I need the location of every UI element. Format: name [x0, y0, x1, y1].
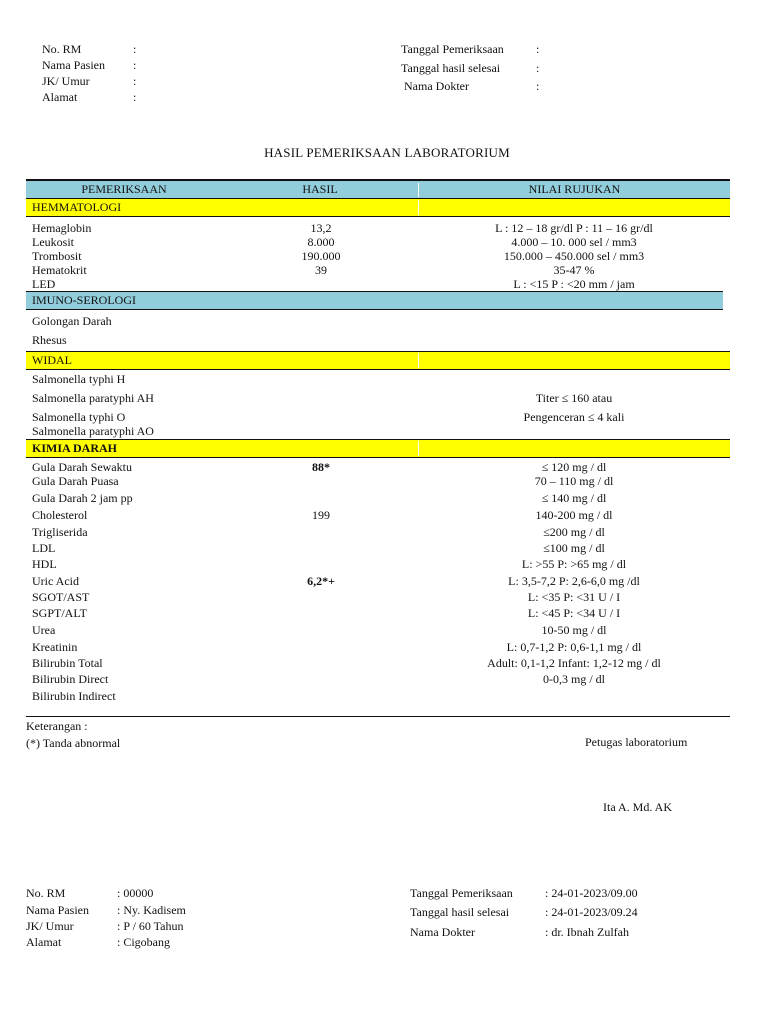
section-widal [26, 351, 730, 370]
signature-role: Petugas laboratorium [585, 735, 688, 749]
table-row [26, 508, 730, 525]
top-sep: : [536, 79, 540, 93]
test-result: 39 [315, 263, 327, 277]
bottom-value-alamat: : Cigobang [117, 935, 170, 949]
top-label-tanggal-pemeriksaan: Tanggal Pemeriksaan [401, 42, 504, 56]
bottom-label-tanggal-pemeriksaan: Tanggal Pemeriksaan [410, 886, 513, 900]
test-name: SGOT/AST [32, 590, 90, 604]
test-name: Kreatinin [32, 640, 78, 654]
top-label-nama-dokter: Nama Dokter [404, 79, 469, 93]
test-reference: Titer ≤ 160 atau [535, 391, 613, 405]
table-row [26, 410, 730, 424]
test-name: Hematokrit [32, 263, 87, 277]
bottom-label-jk-umur: JK/ Umur [26, 919, 74, 933]
bottom-value-nama-dokter: : dr. Ibnah Zulfah [545, 925, 629, 939]
test-reference: L : <15 P : <20 mm / jam [513, 277, 635, 291]
test-reference: ≤ 140 mg / dl [541, 491, 607, 505]
table-row [26, 235, 730, 249]
test-name: Trombosit [32, 249, 82, 263]
section-title: KIMIA DARAH [32, 441, 118, 455]
table-row [26, 460, 730, 474]
top-sep: : [536, 42, 540, 56]
test-result: 199 [312, 508, 330, 522]
test-result: 190.000 [301, 249, 341, 263]
test-name: Bilirubin Direct [32, 672, 109, 686]
section-title: IMUNO-SEROLOGI [32, 293, 136, 307]
top-label-jk-umur: JK/ Umur [42, 74, 90, 88]
bottom-value-no-rm: : 00000 [117, 886, 154, 900]
header-hasil: HASIL [302, 182, 338, 196]
bottom-label-no-rm: No. RM [26, 886, 66, 900]
page-title: HASIL PEMERIKSAAN LABORATORIUM [264, 145, 510, 160]
test-reference: L: <45 P: <34 U / I [527, 606, 621, 620]
top-sep: : [133, 90, 137, 104]
test-result: 8.000 [307, 235, 335, 249]
test-result: 13,2 [310, 221, 332, 235]
test-reference: 0-0,3 mg / dl [543, 672, 605, 686]
top-sep: : [536, 61, 540, 75]
table-row [26, 590, 730, 606]
test-name: Bilirubin Total [32, 656, 103, 670]
table-row [26, 541, 730, 557]
table-row [26, 221, 730, 235]
test-name: LED [32, 277, 56, 291]
bottom-label-alamat: Alamat [26, 935, 62, 949]
test-reference: L: >55 P: >65 mg / dl [521, 557, 627, 571]
top-sep: : [133, 74, 137, 88]
bottom-value-jk-umur: : P / 60 Tahun [117, 919, 184, 933]
test-name: Salmonella typhi H [32, 372, 126, 386]
bottom-value-nama-pasien: : Ny. Kadisem [117, 903, 186, 917]
header-pemeriksaan: PEMERIKSAAN [81, 182, 167, 196]
test-name: Urea [32, 623, 56, 637]
test-reference: L: <35 P: <31 U / I [527, 590, 621, 604]
test-reference: Adult: 0,1-1,2 Infant: 1,2-12 mg / dl [487, 656, 661, 670]
table-row [26, 574, 730, 590]
table-row [26, 314, 730, 333]
section-title: WIDAL [32, 353, 72, 367]
test-reference: 4.000 – 10. 000 sel / mm3 [511, 235, 637, 249]
test-name: Golongan Darah [32, 314, 112, 328]
test-name: Uric Acid [32, 574, 79, 588]
test-name: Salmonella paratyphi AO [32, 424, 154, 438]
test-reference: ≤100 mg / dl [543, 541, 605, 555]
test-reference: Pengenceran ≤ 4 kali [523, 410, 625, 424]
test-name: LDL [32, 541, 56, 555]
section-kimia-darah [26, 439, 730, 458]
test-name: Gula Darah Sewaktu [32, 460, 132, 474]
lab-results-table [26, 179, 730, 705]
table-bottom-border [26, 716, 730, 717]
test-name: Leukosit [32, 235, 74, 249]
test-reference: 35-47 % [553, 263, 595, 277]
test-name: Hemaglobin [32, 221, 92, 235]
table-row [26, 263, 730, 277]
section-hemmatologi [26, 198, 730, 217]
table-row [26, 623, 730, 640]
top-sep: : [133, 58, 137, 72]
test-reference: ≤ 120 mg / dl [541, 460, 607, 474]
signature-name: Ita A. Md. AK [603, 800, 672, 814]
bottom-label-nama-pasien: Nama Pasien [26, 903, 89, 917]
test-name: Salmonella paratyphi AH [32, 391, 154, 405]
top-label-nama-pasien: Nama Pasien [42, 58, 105, 72]
top-label-tanggal-hasil: Tanggal hasil selesai [401, 61, 501, 75]
bottom-value-tanggal-hasil: : 24-01-2023/09.24 [545, 905, 638, 919]
test-name: Bilirubin Indirect [32, 689, 116, 703]
table-row [26, 525, 730, 541]
table-row [26, 640, 730, 656]
test-reference: 140-200 mg / dl [535, 508, 613, 522]
test-reference: L: 0,7-1,2 P: 0,6-1,1 mg / dl [506, 640, 642, 654]
table-row [26, 249, 730, 263]
table-row [26, 606, 730, 623]
table-row [26, 474, 730, 491]
table-row [26, 391, 730, 410]
table-row [26, 333, 730, 351]
table-row [26, 424, 730, 439]
bottom-label-nama-dokter: Nama Dokter [410, 925, 475, 939]
test-reference: 10-50 mg / dl [541, 623, 607, 637]
test-name: Cholesterol [32, 508, 88, 522]
notes-label: Keterangan : [26, 719, 88, 733]
test-reference: 70 – 110 mg / dl [534, 474, 614, 488]
test-name: SGPT/ALT [32, 606, 87, 620]
bottom-value-tanggal-pemeriksaan: : 24-01-2023/09.00 [545, 886, 638, 900]
table-row [26, 277, 730, 291]
section-imuno-serologi [26, 291, 723, 310]
test-name: Gula Darah Puasa [32, 474, 119, 488]
header-nilai-rujukan: NILAI RUJUKAN [528, 182, 621, 196]
test-result-abnormal: 6,2*+ [307, 574, 335, 588]
test-result-abnormal: 88* [312, 460, 330, 474]
test-reference: L: 3,5-7,2 P: 2,6-6,0 mg /dl [508, 574, 640, 588]
test-name: Rhesus [32, 333, 67, 347]
test-reference: 150.000 – 450.000 sel / mm3 [503, 249, 645, 263]
notes-legend: (*) Tanda abnormal [26, 736, 121, 750]
test-name: Salmonella typhi O [32, 410, 126, 424]
table-row [26, 672, 730, 689]
table-row [26, 491, 730, 508]
top-sep: : [133, 42, 137, 56]
table-row [26, 372, 730, 391]
table-row [26, 689, 730, 705]
table-header [26, 179, 730, 198]
test-reference: ≤200 mg / dl [543, 525, 605, 539]
top-label-no-rm: No. RM [42, 42, 82, 56]
table-row [26, 656, 730, 672]
bottom-label-tanggal-hasil: Tanggal hasil selesai [410, 905, 510, 919]
test-name: HDL [32, 557, 57, 571]
test-reference: L : 12 – 18 gr/dl P : 11 – 16 gr/dl [495, 221, 653, 235]
table-row [26, 557, 730, 574]
test-name: Gula Darah 2 jam pp [32, 491, 133, 505]
section-title: HEMMATOLOGI [32, 200, 122, 214]
top-label-alamat: Alamat [42, 90, 78, 104]
test-name: Trigliserida [32, 525, 88, 539]
